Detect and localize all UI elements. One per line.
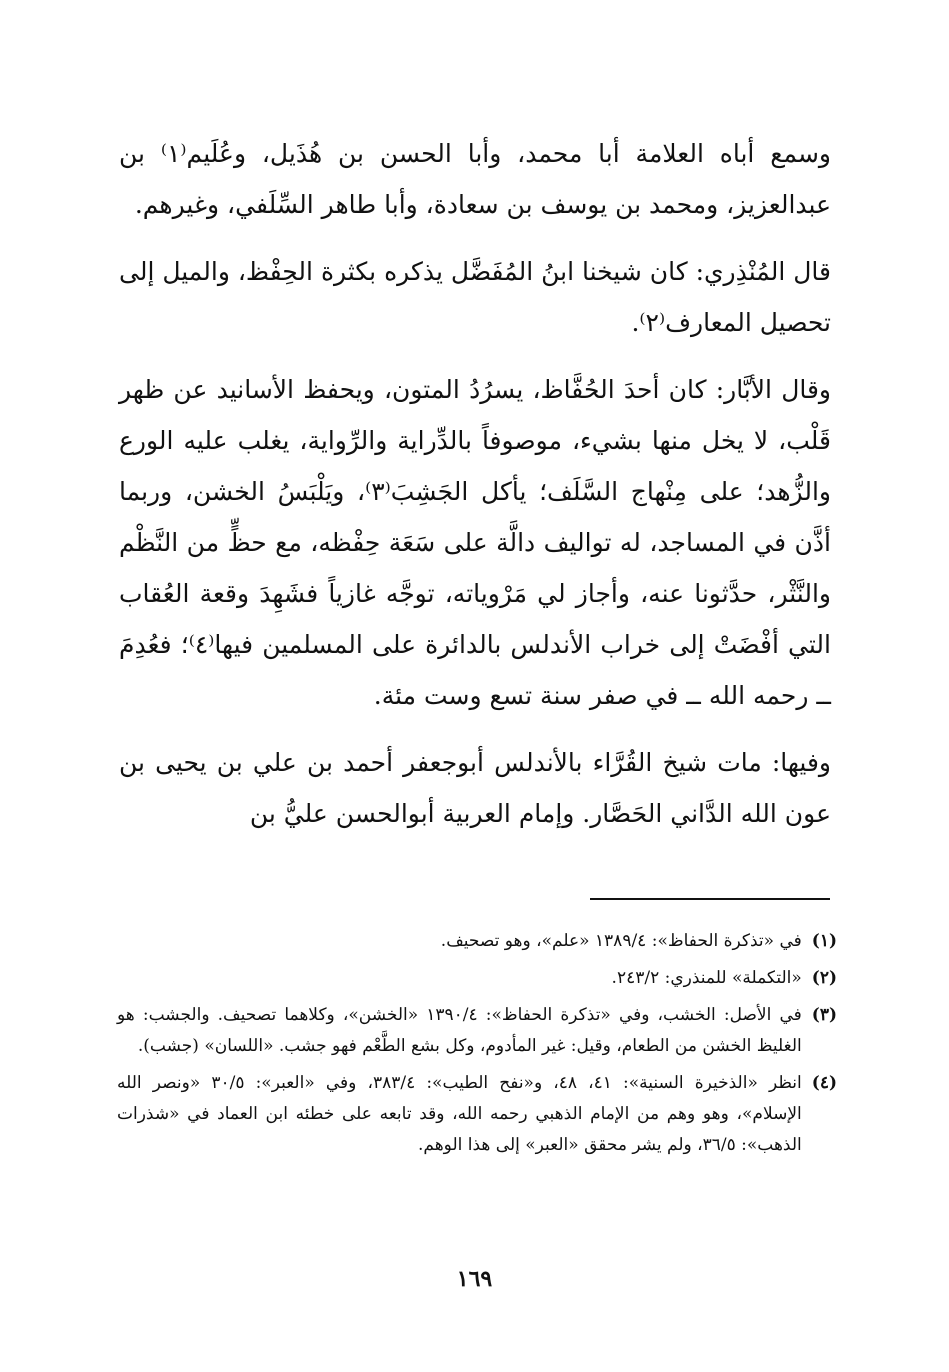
footnote-text: «التكملة» للمنذري: ٢٤٣/٢.	[611, 968, 802, 988]
footnote-4	[117, 1068, 837, 1161]
main-text	[119, 128, 831, 839]
paragraph-2: قال المُنْذِري: كان شيخنا ابنُ المُفَضَّل يذكره بكثرة الحِفْظ، والميل إلى تحصيل المعارف⁽٢⁾.	[118, 257, 831, 337]
footnote-text: في «تذكرة الحفاظ»: ١٣٨٩/٤ «علم»، وهو تصحيف.	[440, 931, 802, 951]
footnote-text: في الأصل: الخشب، وفي «تذكرة الحفاظ»: ١٣٩٠/٤ «الخشن»، وكلاهما تصحيف. والجشب: هو الغليظ الخشن من الطعام، وقيل: غير المأدوم، وكل بشع الطَّعْم فهو جشب. «اللسان» (جشب).	[117, 1005, 802, 1056]
footnote-separator	[590, 898, 830, 900]
paragraph-3: وقال الأبَّار: كان أحدَ الحُفَّاظ، يسرُدُ المتون، ويحفظ الأسانيد عن ظهر قَلْب، لا يخل منها بشيء، موصوفاً بالدِّراية والرِّواية، يغلب عليه الورع والزُّهد؛ على مِنْهاج السَّلَف؛ يأكل الجَشِبَ⁽٣⁾، ويَلْبَسُ الخشن، وربما أذَّن في المساجد، له تواليف دالَّة على سَعَة حِفْظه، مع حظٍّ من النَّظْم والنَّثْر، حدَّثونا عنه، وأجاز لي مَرْوياته، توجَّه غازياً فشَهِدَ وقعة العُقاب التي أفْضَتْ إلى خراب الأندلس بالدائرة على المسلمين فيها⁽٤⁾؛ فعُدِمَ ــ رحمه الله ــ في صفر سنة تسع وست مئة.	[119, 375, 831, 710]
footnote-number: (١)	[811, 931, 837, 951]
footnote-number: (٢)	[811, 968, 837, 988]
footnote-3	[117, 1000, 837, 1062]
footnote-number: (٣)	[811, 1005, 837, 1025]
footnote-1	[117, 926, 837, 957]
paragraph-4: وفيها: مات شيخ القُرَّاء بالأندلس أبوجعفر أحمد بن علي بن يحيى بن عون الله الدَّاني الحَصَّار. وإمام العربية أبوالحسن عليُّ بن	[119, 748, 831, 828]
footnote-text: انظر «الذخيرة السنية»: ٤١، ٤٨، و«نفح الطيب»: ٣٨٣/٤، وفي «العبر»: ٣٠/٥ «ونصر الله الإسلام»، وهو وهم من الإمام الذهبي رحمه الله، وقد تابعه على خطئه ابن العماد في «شذرات الذهب»: ٣٦/٥، ولم يشر محقق «العبر» إلى هذا الوهم.	[117, 1073, 802, 1155]
footnote-2	[117, 963, 837, 994]
page-number: ١٦٩	[456, 1266, 493, 1292]
footnote-number: (٤)	[811, 1073, 837, 1093]
paragraph-1: وسمع أباه العلامة أبا محمد، وأبا الحسن بن هُذَيل، وعُلَيم⁽١⁾ بن عبدالعزيز، ومحمد بن يوسف بن سعادة، وأبا طاهر السِّلَفي، وغيرهم.	[119, 139, 831, 219]
footnotes	[117, 926, 837, 1167]
